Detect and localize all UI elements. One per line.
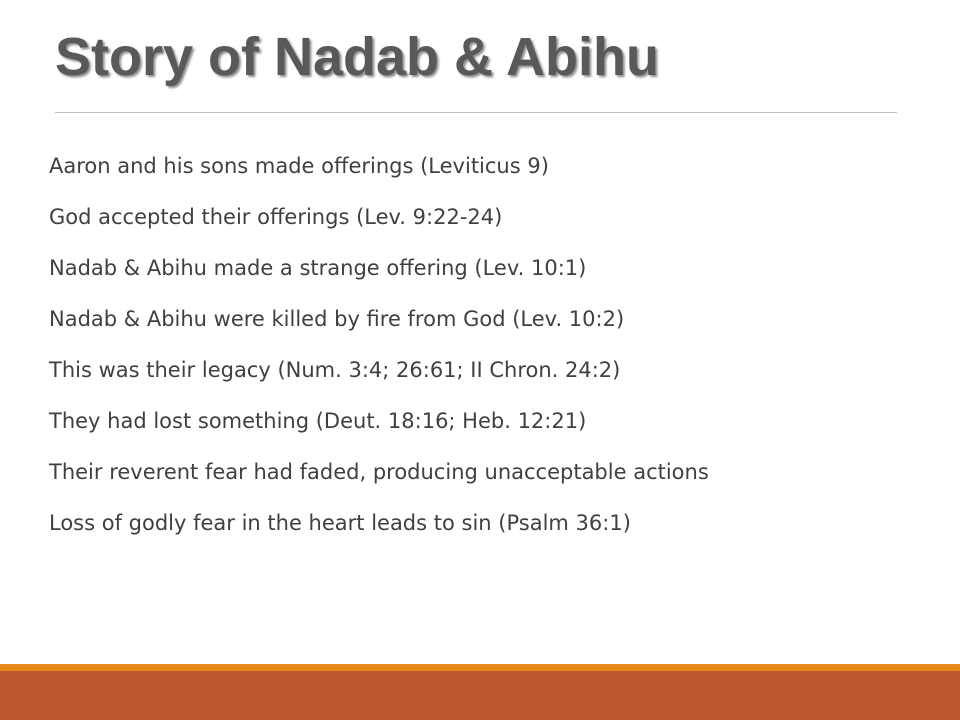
title-divider bbox=[55, 112, 897, 113]
bullet-item: Nadab & Abihu made a strange offering (Lev. 10:1) bbox=[49, 256, 587, 280]
footer-stripe bbox=[0, 664, 960, 671]
bullet-item: This was their legacy (Num. 3:4; 26:61; II Chron. 24:2) bbox=[49, 358, 621, 382]
bullet-item: They had lost something (Deut. 18:16; Heb. 12:21) bbox=[49, 409, 587, 433]
footer-bar bbox=[0, 664, 960, 720]
bullet-item: Aaron and his sons made offerings (Leviticus 9) bbox=[49, 154, 549, 178]
slide-title: Story of Nadab & Abihu bbox=[55, 27, 659, 87]
footer-fill bbox=[0, 671, 960, 720]
bullet-item: Their reverent fear had faded, producing unacceptable actions bbox=[49, 460, 709, 484]
bullet-item: God accepted their offerings (Lev. 9:22-24) bbox=[49, 205, 503, 229]
bullet-item: Loss of godly fear in the heart leads to sin (Psalm 36:1) bbox=[49, 511, 631, 535]
bullet-list bbox=[49, 148, 709, 556]
bullet-item: Nadab & Abihu were killed by fire from God (Lev. 10:2) bbox=[49, 307, 625, 331]
